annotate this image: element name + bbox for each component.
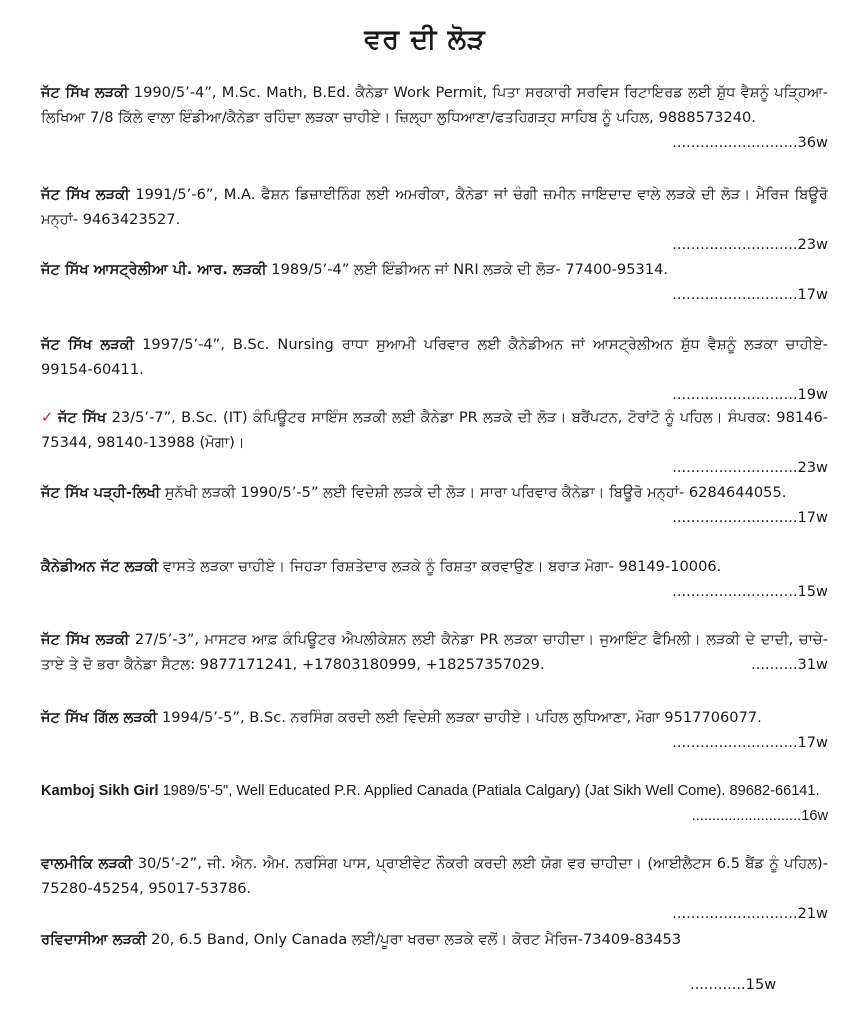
ad-text <box>41 405 828 455</box>
ad-heading: ਜੱਟ ਸਿੱਖ ਪੜ੍ਹੀ-ਲਿਖੀ <box>41 484 161 501</box>
ad-heading: ਰਵਿਦਾਸੀਆ ਲੜਕੀ <box>41 931 147 948</box>
ad-text <box>41 80 828 130</box>
ad-heading: ਜੱਟ ਸਿੱਖ ਲੜਕੀ <box>41 84 129 101</box>
ad-reference: ...........................19w <box>672 386 828 403</box>
ad-heading: Kamboj Sikh Girl <box>41 783 159 799</box>
ad-text <box>41 554 828 579</box>
ad-text <box>41 851 828 901</box>
ad-text <box>41 627 828 677</box>
classified-ad <box>41 627 828 677</box>
ad-heading: ਜੱਟ ਸਿੱਖ <box>57 409 107 426</box>
ad-body: 1989/5'-5", Well Educated P.R. Applied Canada (Patiala Calgary) (Jat Sikh Well Come). 89682-66141. <box>158 783 820 799</box>
ad-body: ਸੁਨੱਖੀ ਲੜਕੀ 1990/5’-5” ਲਈ ਵਿਦੇਸ਼ੀ ਲੜਕੇ ਦੀ ਲੋੜ। ਸਾਰਾ ਪਰਿਵਾਰ ਕੈਨੇਡਾ। ਬਿਊਰੋ ਮਨ੍ਹਾਂ- 6284644055. <box>160 484 787 501</box>
ad-text <box>41 332 828 382</box>
ad-text <box>41 182 828 232</box>
ad-text <box>41 927 828 952</box>
ad-body: 1994/5’-5”, B.Sc. ਨਰਸਿੰਗ ਕਰਦੀ ਲਈ ਵਿਦੇਸ਼ੀ ਲੜਕਾ ਚਾਹੀਏ। ਪਹਿਲ ਲੁਧਿਆਣਾ, ਮੋਗਾ 9517706077. <box>157 709 762 726</box>
ad-heading: ਜੱਟ ਸਿੱਖ ਲੜਕੀ <box>41 631 130 648</box>
classified-ad <box>41 554 828 604</box>
classified-ad <box>41 182 828 257</box>
classified-ad <box>41 779 828 829</box>
ad-heading: ਵਾਲਮੀਕਿ ਲੜਕੀ <box>41 855 133 872</box>
ad-text <box>41 480 828 505</box>
ad-body: 1991/5’-6”, M.A. ਫੈਸ਼ਨ ਡਿਜ਼ਾਈਨਿੰਗ ਲਈ ਅਮਰੀਕਾ, ਕੈਨੇਡਾ ਜਾਂ ਚੰਗੀ ਜ਼ਮੀਨ ਜਾਇਦਾਦ ਵਾਲੇ ਲੜਕੇ ਦੀ ਲੋੜ। ਮੈਰਿਜ ਬਿਊਰੋ ਮਨ੍ਹਾਂ- 9463423527. <box>41 186 828 228</box>
classified-ad <box>41 480 828 530</box>
ad-heading: ਜੱਟ ਸਿੱਖ ਆਸਟ੍ਰੇਲੀਆ ਪੀ. ਆਰ. ਲੜਕੀ <box>41 261 267 278</box>
ad-heading: ਜੱਟ ਸਿੱਖ ਲੜਕੀ <box>41 186 130 203</box>
ad-text <box>41 779 828 804</box>
ad-body: 27/5’-3”, ਮਾਸਟਰ ਆਫ਼ ਕੰਪਿਊਟਰ ਐਪਲੀਕੇਸ਼ਨ ਲਈ ਕੈਨੇਡਾ PR ਲੜਕਾ ਚਾਹੀਦਾ। ਜੁਆਇੰਟ ਫੈਮਿਲੀ। ਲੜਕੀ ਦੇ ਦਾਦੀ, ਚਾਚੇ-ਤਾਏ ਤੇ ਦੋ ਭਰਾ ਕੈਨੇਡਾ ਸੈਟਲ: 9877171241, +17803180999, +18257357029. <box>41 631 828 673</box>
ad-body: 30/5’-2”, ਜੀ. ਐਨ. ਐਮ. ਨਰਸਿੰਗ ਪਾਸ, ਪ੍ਰਾਈਵੇਟ ਨੌਕਰੀ ਕਰਦੀ ਲਈ ਯੋਗ ਵਰ ਚਾਹੀਦਾ। (ਆਈਲੈਟਸ 6.5 ਬੈਂਡ ਨੂੰ ਪਹਿਲ)- 75280-45254, 95017-53786. <box>41 855 828 897</box>
checkmark-icon: ✓ <box>41 409 54 426</box>
ad-body: 20, 6.5 Band, Only Canada ਲਈ/ਪੂਰਾ ਖਰਚਾ ਲੜਕੇ ਵਲੋਂ। ਕੋਰਟ ਮੈਰਿਜ-73409-83453 <box>146 931 682 948</box>
ad-body: ਵਾਸਤੇ ਲੜਕਾ ਚਾਹੀਏ। ਜਿਹੜਾ ਰਿਸ਼ਤੇਦਾਰ ਲੜਕੇ ਨੂੰ ਰਿਸ਼ਤਾ ਕਰਵਾਉਣ। ਬਰਾੜ ਮੋਗਾ- 98149-10006. <box>158 558 722 575</box>
ad-text <box>41 257 828 282</box>
ad-reference: ...........................17w <box>672 734 828 751</box>
ad-reference: ...........................23w <box>672 236 828 253</box>
page-title: ਵਰ ਦੀ ਲੋੜ <box>364 24 486 55</box>
ad-text <box>41 705 828 730</box>
classified-ad <box>41 80 828 155</box>
ad-reference: ...........................15w <box>672 583 828 600</box>
classified-ad <box>41 927 828 952</box>
ad-reference: ...........................21w <box>672 905 828 922</box>
ad-body: 1990/5’-4”, M.Sc. Math, B.Ed. ਕੈਨੇਡਾ Work Permit, ਪਿਤਾ ਸਰਕਾਰੀ ਸਰਵਿਸ ਰਿਟਾਇਰਡ ਲਈ ਸ਼ੁੱਧ ਵੈਸ਼ਨੂੰ ਪੜ੍ਹਿਆ-ਲਿਖਿਆ 7/8 ਕਿੱਲੇ ਵਾਲਾ ਇੰਡੀਆ/ਕੈਨੇਡਾ ਰਹਿੰਦਾ ਲੜਕਾ ਚਾਹੀਏ। ਜ਼ਿਲ੍ਹਾ ਲੁਧਿਆਣਾ/ਫਤਹਿਗੜ੍ਹ ਸਾਹਿਬ ਨੂੰ ਪਹਿਲ, 9888573240. <box>41 84 828 126</box>
classified-ad <box>41 405 828 480</box>
ad-reference: ...........................16w <box>691 808 828 824</box>
ad-body: 1997/5’-4”, B.Sc. Nursing ਰਾਧਾ ਸੁਆਮੀ ਪਰਿਵਾਰ ਲਈ ਕੈਨੇਡੀਅਨ ਜਾਂ ਆਸਟ੍ਰੇਲੀਅਨ ਸ਼ੁੱਧ ਵੈਸ਼ਨੂੰ ਲੜਕਾ ਚਾਹੀਏ- 99154-60411. <box>41 336 828 378</box>
ad-reference: ...........................36w <box>672 134 828 151</box>
ad-heading: ਜੱਟ ਸਿੱਖ ਗਿੱਲ ਲੜਕੀ <box>41 709 158 726</box>
ad-reference: ............15w <box>690 976 777 993</box>
ad-heading: ਜੱਟ ਸਿੱਖ ਲੜਕੀ <box>41 336 135 353</box>
classified-ad <box>41 332 828 407</box>
ad-heading: ਕੈਨੇਡੀਅਨ ਜੱਟ ਲੜਕੀ <box>41 558 159 575</box>
ad-body: 23/5’-7”, B.Sc. (IT) ਕੰਪਿਊਟਰ ਸਾਇੰਸ ਲੜਕੀ ਲਈ ਕੈਨੇਡਾ PR ਲੜਕੇ ਦੀ ਲੋੜ। ਬਰੈਂਪਟਨ, ਟੋਰਾਂਟੋ ਨੂੰ ਪਹਿਲ। ਸੰਪਰਕ: 98146-75344, 98140-13988 (ਮੋਗਾ)। <box>41 409 828 451</box>
classified-ad <box>41 705 828 755</box>
classified-ad <box>41 851 828 926</box>
ad-body: 1989/5’-4” ਲਈ ਇੰਡੀਅਨ ਜਾਂ NRI ਲੜਕੇ ਦੀ ਲੋੜ- 77400-95314. <box>266 261 668 278</box>
ad-reference: ...........................17w <box>672 509 828 526</box>
ad-reference: ...........................17w <box>672 286 828 303</box>
ad-reference: ...........................23w <box>672 459 828 476</box>
ad-reference: ..........31w <box>751 656 828 673</box>
classified-ad <box>41 257 828 307</box>
